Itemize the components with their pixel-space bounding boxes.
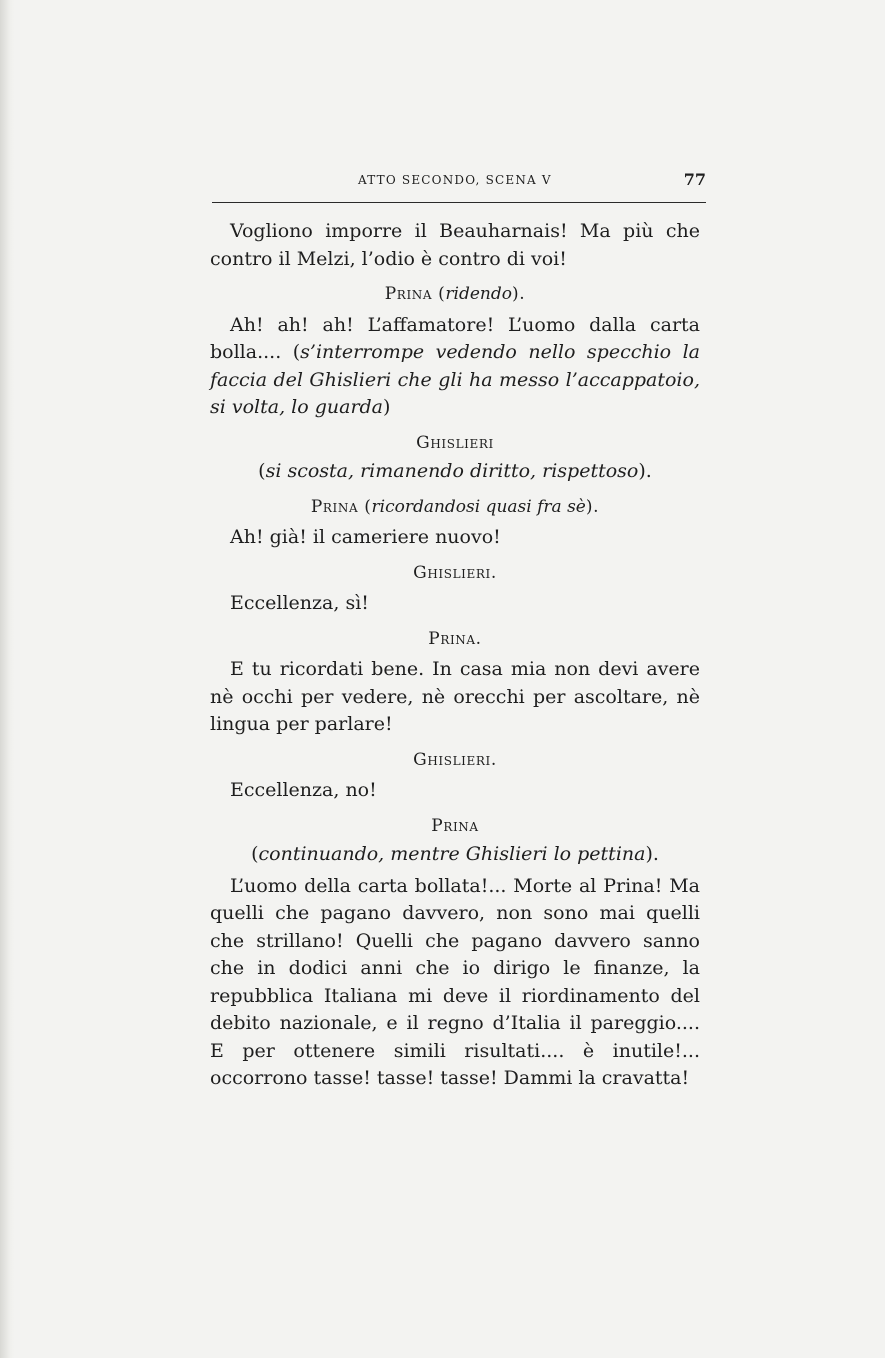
paragraph: L’uomo della carta bollata!... Morte al Prina! Ma quelli che pagano davvero, non sono mai quelli che strillano! Quelli che pagano davvero sanno che in dodici anni che io dirigo le finanze, la repubblica Italiana mi deve il riordinamento del debito nazionale, e il regno d’Italia il pareggio.... E per ottenere simili risultati.... è inutile!... occorrono tasse! tasse! tasse! Dammi la cravatta!	[210, 874, 700, 1089]
speaker-name: Prina.	[428, 628, 482, 649]
speaker-heading	[210, 747, 700, 775]
stage-direction: ricordandosi quasi fra sè	[371, 496, 586, 517]
speaker-name: Prina	[310, 496, 359, 517]
running-head: ATTO SECONDO, SCENA V	[358, 173, 552, 187]
speaker-name: Prina	[384, 284, 433, 304]
speaker-heading: Prina (ridendo).	[384, 284, 526, 304]
page-number: 77	[683, 170, 706, 189]
page-edge-shadow	[0, 0, 14, 1358]
paragraph: Eccellenza, sì!	[230, 592, 369, 614]
speaker-name: Ghislieri	[416, 432, 494, 453]
speaker-heading	[210, 560, 700, 588]
stage-direction-line: (continuando, mentre Ghislieri lo pettina).	[251, 843, 659, 865]
stage-direction: si scosta, rimanendo diritto, rispettoso	[265, 460, 639, 482]
stage-direction: ridendo	[445, 284, 512, 304]
paragraph: E tu ricordati bene. In casa mia non devi avere nè occhi per vedere, nè orecchi per ascoltare, nè lingua per parlare!	[210, 658, 700, 735]
speaker-heading: Prina (ricordandosi quasi fra sè).	[310, 496, 600, 517]
speaker-heading	[210, 813, 700, 841]
speaker-heading	[210, 626, 700, 654]
paragraph: Vogliono imporre il Beauharnais! Ma più che contro il Melzi, l’odio è contro di voi!	[210, 220, 700, 270]
paragraph: Eccellenza, no!	[230, 779, 377, 801]
paragraph: Ah! già! il cameriere nuovo!	[230, 526, 501, 548]
speech-text: Ah! ah! ah! L’affamatore! L’uomo dalla carta bolla....	[210, 313, 700, 363]
speaker-name: Ghislieri.	[413, 749, 497, 770]
stage-direction-line: (si scosta, rimanendo diritto, rispettoso).	[258, 460, 652, 482]
stage-direction: s’interrompe vedendo nello specchio la faccia del Ghislieri che gli ha messo l’accappatoio, si volta, lo guarda	[210, 341, 701, 418]
page-header	[212, 170, 706, 192]
speaker-name: Prina	[431, 815, 479, 836]
speaker-name: Ghislieri.	[413, 562, 497, 583]
paragraph: Ah! ah! ah! L’affamatore! L’uomo dalla carta bolla.... (s’interrompe vedendo nello specchio la faccia del Ghislieri che gli ha messo l’accappatoio, si volta, lo guarda)	[210, 313, 701, 418]
stage-direction: continuando, mentre Ghislieri lo pettina	[258, 843, 646, 865]
header-rule	[212, 202, 706, 203]
page-text	[210, 218, 700, 1093]
speaker-heading	[210, 430, 700, 458]
